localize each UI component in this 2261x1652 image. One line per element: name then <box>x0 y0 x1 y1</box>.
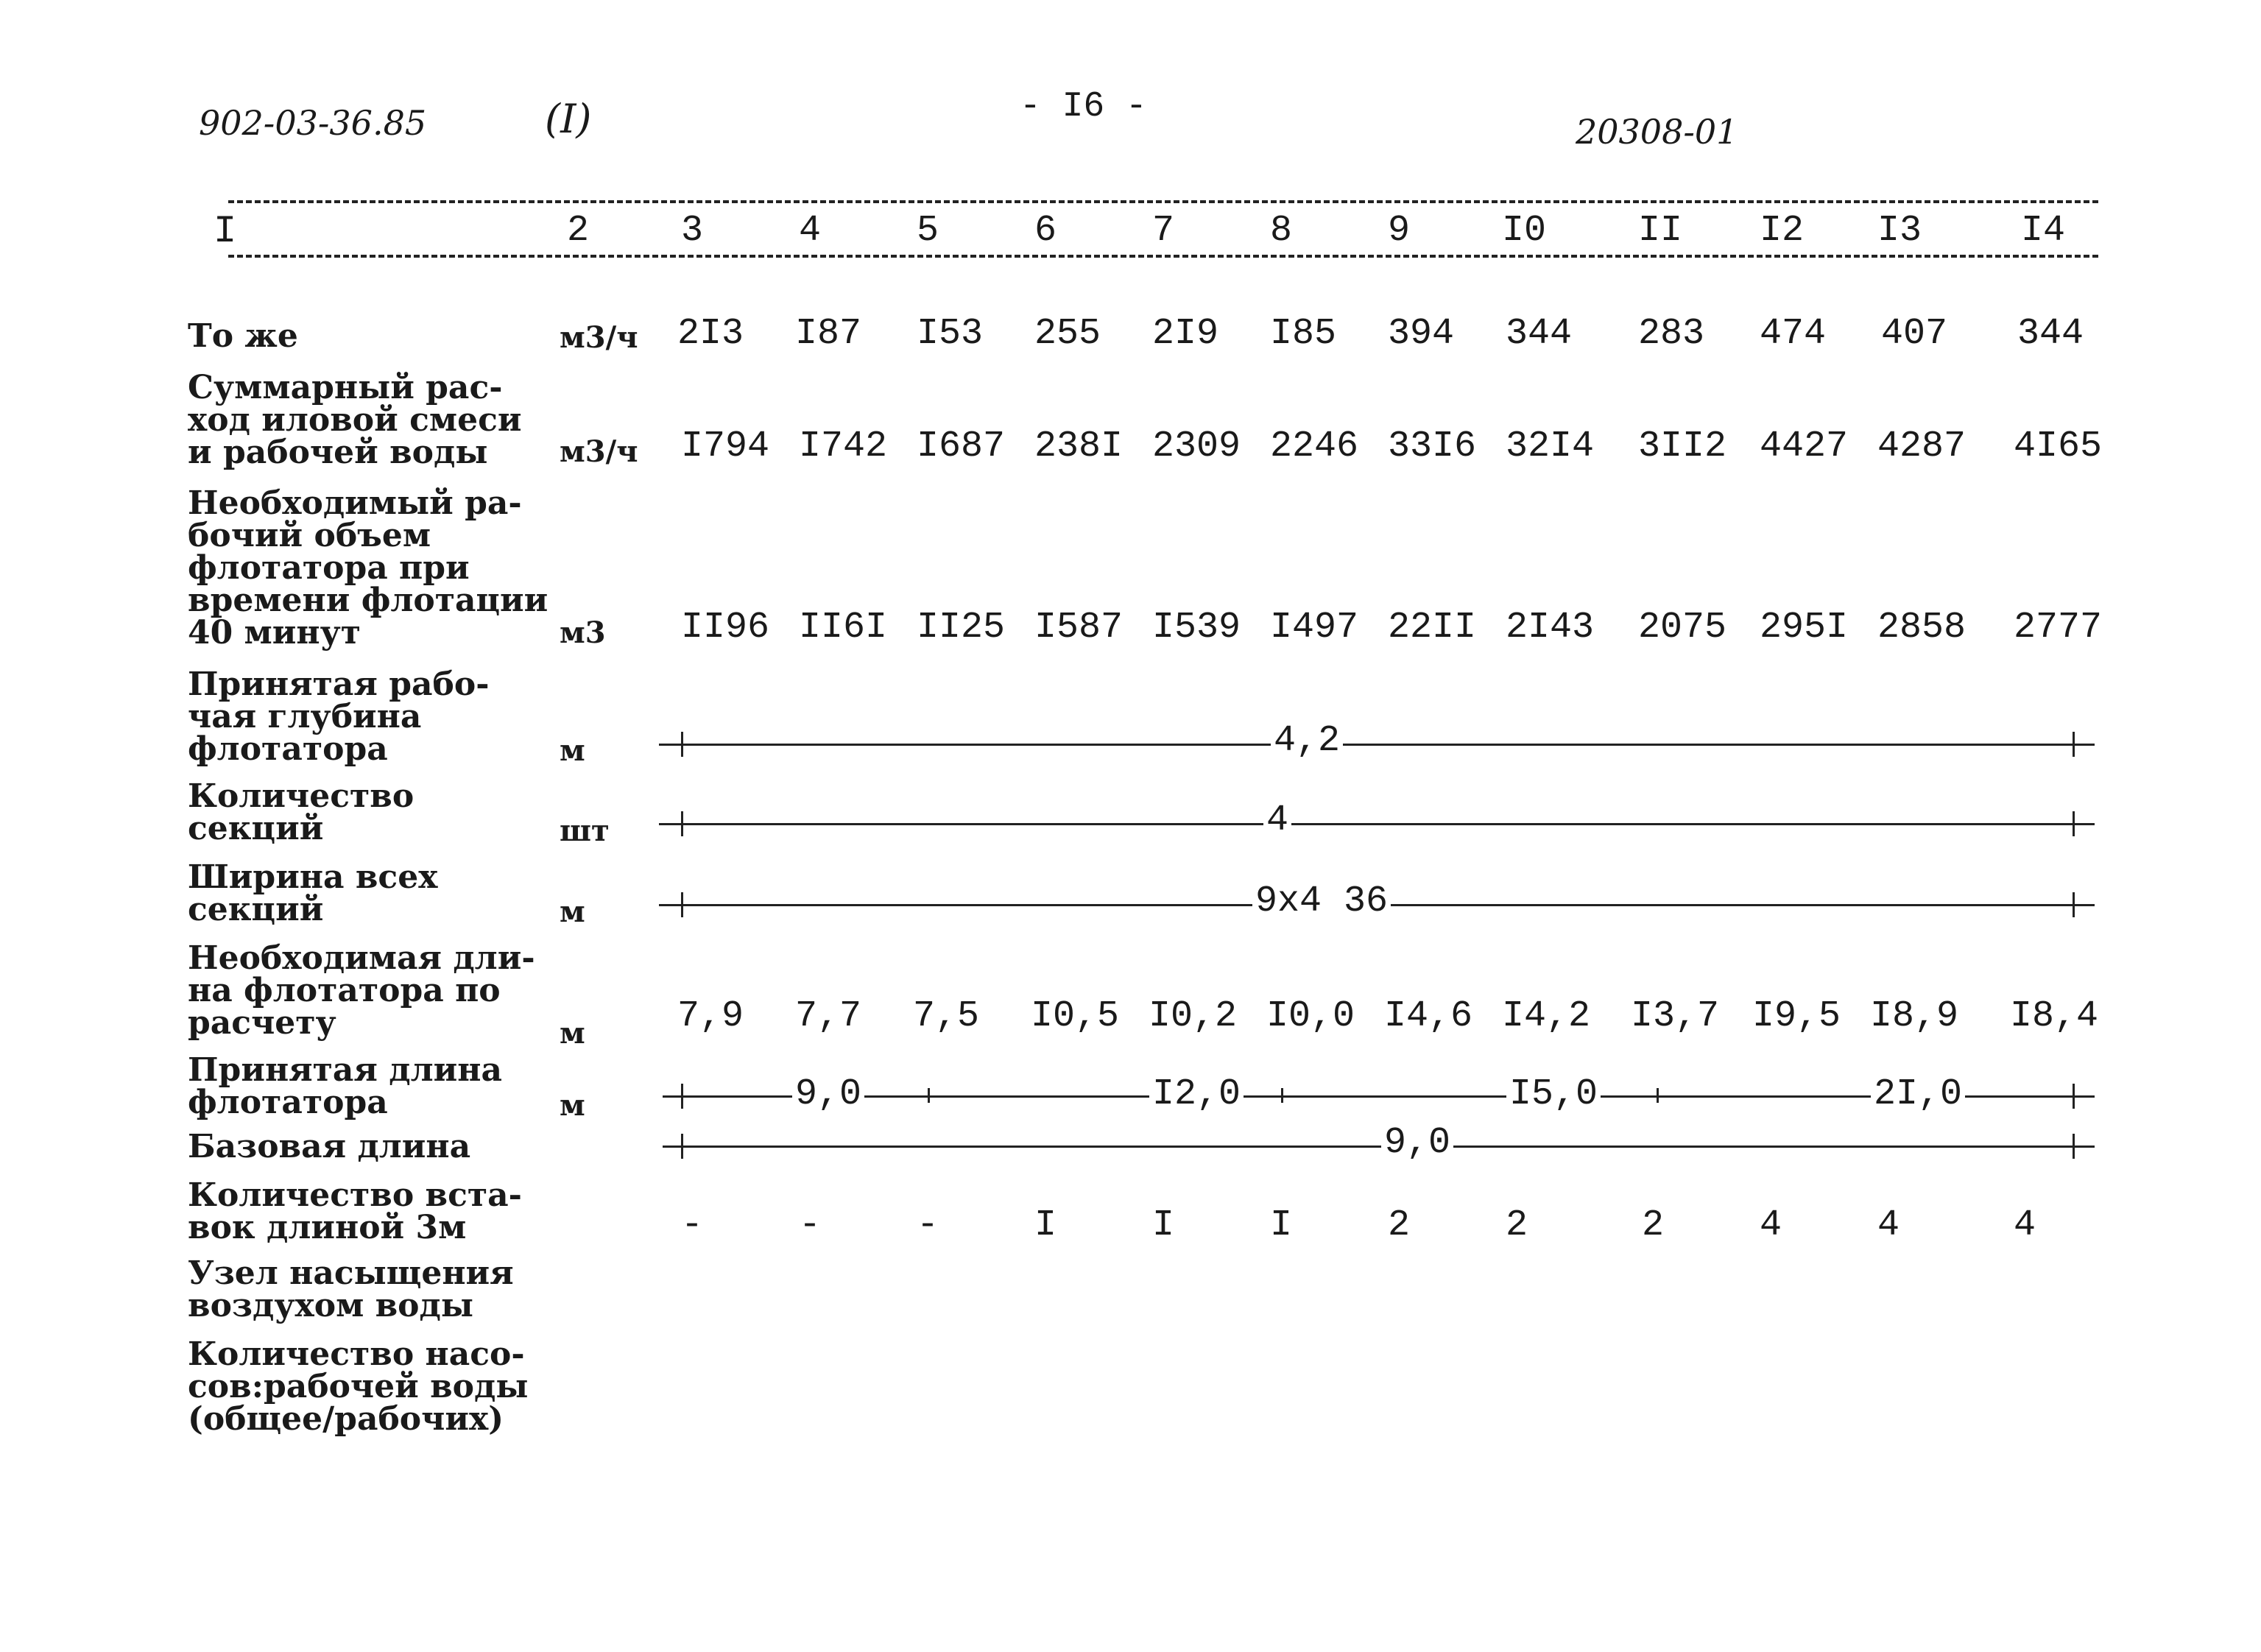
col-header-9: 9 <box>1387 210 1411 252</box>
table-cell: I794 <box>680 426 770 467</box>
span-end-tick <box>2073 732 2075 757</box>
table-cell: 4287 <box>1877 426 1967 467</box>
span-start-tick <box>681 1134 683 1159</box>
table-cell: I8,4 <box>2009 995 2099 1037</box>
header-bottom-rule <box>228 255 2098 258</box>
row-unit: м3/ч <box>560 320 638 355</box>
table-cell: 394 <box>1387 313 1455 355</box>
col-header-8: 8 <box>1269 210 1293 252</box>
row-unit: м <box>560 733 585 768</box>
table-cell: 2777 <box>2013 607 2103 649</box>
row-unit: м <box>560 894 585 929</box>
table-cell: I <box>1269 1204 1293 1246</box>
span-end-tick <box>2073 811 2075 836</box>
table-cell: 474 <box>1759 313 1827 355</box>
page-number: - I6 - <box>1020 87 1147 127</box>
span-line <box>659 744 2095 746</box>
row-label: Количество насо- сов:рабочей воды (общее/рабочих) <box>188 1335 529 1438</box>
table-cell: 2 <box>1505 1204 1528 1246</box>
row-label: Базовая длина <box>188 1128 471 1165</box>
span-end-tick <box>2073 1134 2075 1159</box>
table-cell: II6I <box>798 607 888 649</box>
table-cell: 3II2 <box>1637 426 1727 467</box>
table-cell: I742 <box>798 426 888 467</box>
table-cell: I687 <box>916 426 1006 467</box>
span-tick <box>681 1084 683 1109</box>
table-cell: I539 <box>1151 607 1241 649</box>
table-cell: 238I <box>1034 426 1124 467</box>
table-cell: I587 <box>1034 607 1124 649</box>
table-cell: I53 <box>916 313 984 355</box>
table-cell: 2I43 <box>1505 607 1595 649</box>
table-cell: 2 <box>1641 1204 1665 1246</box>
span-end-tick <box>2073 892 2075 917</box>
table-cell: 2I3 <box>677 313 744 355</box>
table-cell: 4 <box>1759 1204 1782 1246</box>
row-label: То же <box>188 317 298 355</box>
table-cell: I <box>1034 1204 1057 1246</box>
table-cell: 2858 <box>1877 607 1967 649</box>
row-label: Принятая длина флотатора <box>188 1051 502 1121</box>
row-label: Ширина всех секций <box>188 858 438 928</box>
col-header-2: 2 <box>566 210 590 252</box>
span-start-tick <box>681 892 683 917</box>
span-tick <box>1657 1088 1659 1103</box>
table-cell: 2246 <box>1269 426 1359 467</box>
table-cell: I9,5 <box>1752 995 1841 1037</box>
span-start-tick <box>681 732 683 757</box>
doc-code: 902-03-36.85 <box>199 103 427 143</box>
table-cell: 22II <box>1387 607 1477 649</box>
table-cell: 7,5 <box>912 995 980 1037</box>
table-cell: 2075 <box>1637 607 1727 649</box>
table-cell: - <box>798 1204 822 1246</box>
table-cell: - <box>916 1204 939 1246</box>
col-header-7: 7 <box>1151 210 1175 252</box>
span-tick <box>2073 1084 2075 1109</box>
table-cell: - <box>680 1204 704 1246</box>
row-unit: м3 <box>560 615 606 650</box>
span-value: I2,0 <box>1149 1073 1244 1115</box>
span-value: 4 <box>1263 799 1291 841</box>
col-header-13: I3 <box>1877 210 1922 252</box>
table-cell: II96 <box>680 607 770 649</box>
col-header-10: I0 <box>1501 210 1547 252</box>
row-label: Необходимая дли- на флотатора по расчету <box>188 939 535 1042</box>
span-value: I5,0 <box>1506 1073 1601 1115</box>
table-cell: 283 <box>1637 313 1705 355</box>
row-unit: шт <box>560 813 610 848</box>
table-cell: I <box>1151 1204 1175 1246</box>
col-header-4: 4 <box>798 210 822 252</box>
span-value: 2I,0 <box>1871 1073 1965 1115</box>
header-top-rule <box>228 200 2098 203</box>
sheet-mark: (I) <box>545 96 592 142</box>
row-label: Суммарный рас- ход иловой смеси и рабочей воды <box>188 369 522 471</box>
col-header-1: I <box>214 210 237 253</box>
table-cell: 4 <box>1877 1204 1900 1246</box>
table-cell: I0,2 <box>1148 995 1238 1037</box>
table-cell: 407 <box>1880 313 1948 355</box>
table-cell: 344 <box>1505 313 1573 355</box>
row-label: Количество секций <box>188 777 415 847</box>
row-unit: м <box>560 1016 585 1051</box>
table-cell: 33I6 <box>1387 426 1477 467</box>
table-cell: 255 <box>1034 313 1101 355</box>
span-value: 9х4 36 <box>1252 880 1391 922</box>
table-cell: I0,0 <box>1266 995 1355 1037</box>
table-cell: 32I4 <box>1505 426 1595 467</box>
table-cell: 4427 <box>1759 426 1849 467</box>
table-cell: I8,9 <box>1869 995 1959 1037</box>
row-label: Количество вста- вок длиной 3м <box>188 1176 522 1246</box>
table-cell: I87 <box>794 313 862 355</box>
table-cell: I4,6 <box>1383 995 1473 1037</box>
table-cell: 7,7 <box>794 995 862 1037</box>
table-cell: II25 <box>916 607 1006 649</box>
table-cell: 4I65 <box>2013 426 2103 467</box>
row-label: Необходимый ра- бочий объем флотатора при времени флотации 40 минут <box>188 484 549 652</box>
table-cell: I85 <box>1269 313 1337 355</box>
col-header-6: 6 <box>1034 210 1057 252</box>
table-cell: 7,9 <box>677 995 744 1037</box>
span-value: 4,2 <box>1271 720 1343 762</box>
table-cell: I3,7 <box>1630 995 1720 1037</box>
span-tick <box>928 1088 930 1103</box>
row-label: Узел насыщения воздухом воды <box>188 1254 514 1324</box>
col-header-5: 5 <box>916 210 939 252</box>
table-cell: 295I <box>1759 607 1849 649</box>
row-unit: м <box>560 1088 585 1123</box>
table-cell: 2I9 <box>1151 313 1219 355</box>
table-cell: 2309 <box>1151 426 1241 467</box>
span-value: 9,0 <box>1381 1122 1453 1164</box>
col-header-3: 3 <box>680 210 704 252</box>
span-start-tick <box>681 811 683 836</box>
col-header-14: I4 <box>2020 210 2066 252</box>
table-cell: 2 <box>1387 1204 1411 1246</box>
table-cell: I497 <box>1269 607 1359 649</box>
span-tick <box>1281 1088 1283 1103</box>
table-cell: I0,5 <box>1030 995 1120 1037</box>
span-line <box>663 1146 2095 1148</box>
span-line <box>659 823 2095 825</box>
row-label: Принятая рабо- чая глубина флотатора <box>188 666 490 768</box>
col-header-11: II <box>1637 210 1683 252</box>
col-header-12: I2 <box>1759 210 1805 252</box>
span-value: 9,0 <box>792 1073 864 1115</box>
table-cell: 344 <box>2017 313 2084 355</box>
doc-number: 20308-01 <box>1576 112 1738 152</box>
table-cell: I4,2 <box>1501 995 1591 1037</box>
table-cell: 4 <box>2013 1204 2036 1246</box>
row-unit: м3/ч <box>560 434 638 469</box>
